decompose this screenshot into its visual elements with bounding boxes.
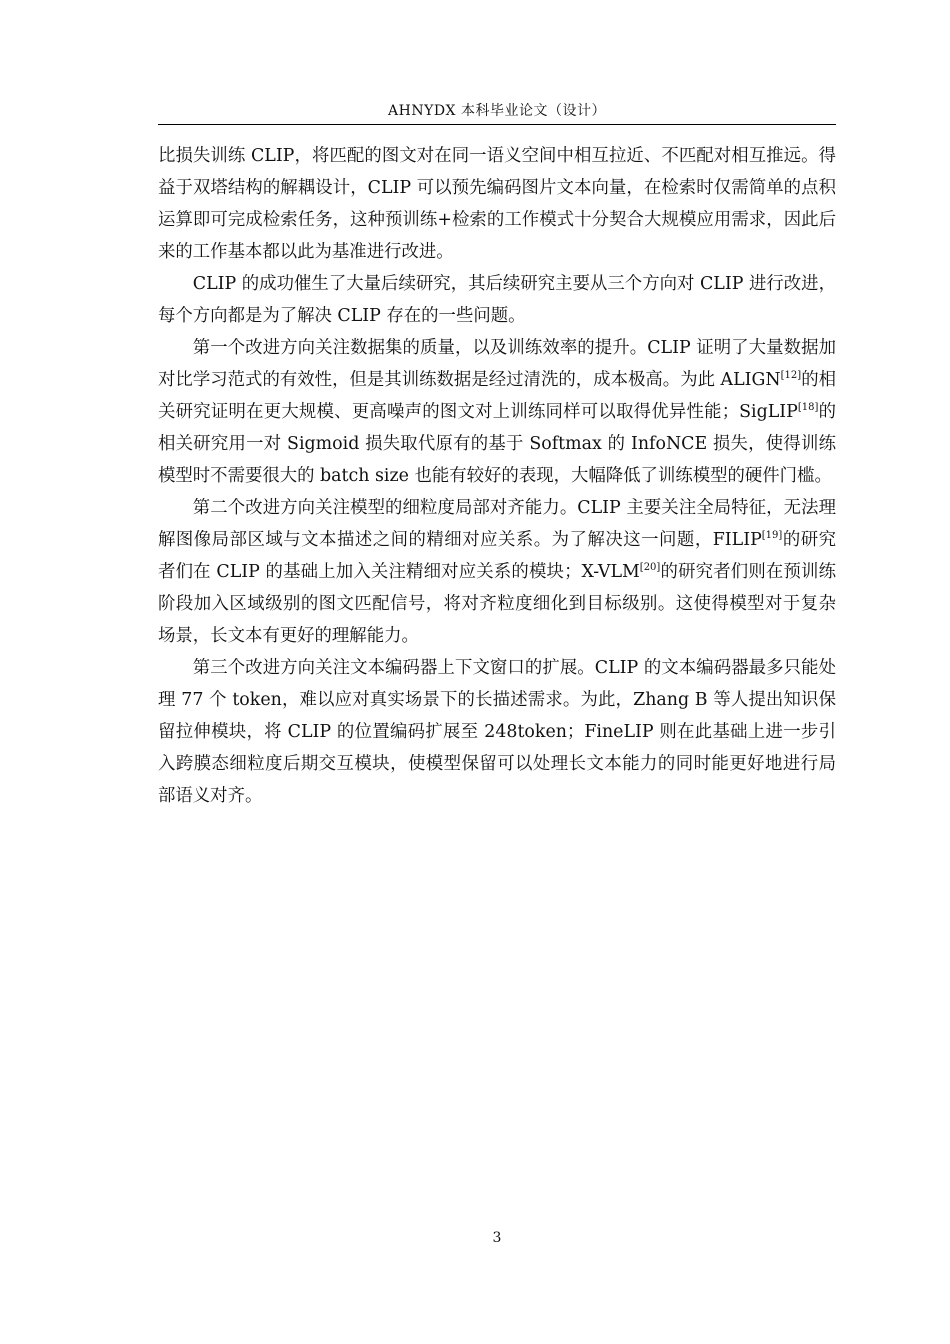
paragraph-direction-two xyxy=(158,492,836,652)
paragraph-direction-one xyxy=(158,332,836,492)
running-header: AHNYDX 本科毕业论文（设计） xyxy=(388,103,606,119)
paragraph-direction-three: 第三个改进方向关注文本编码器上下文窗口的扩展。CLIP 的文本编码器最多只能处理 77 个 token，难以应对真实场景下的长描述需求。为此，Zhang B 等人提出知识保留拉伸模块，将 CLIP 的位置编码扩展至 248token；FineLIP 则在此基础上进一步引入跨膜态细粒度后期交互模块，使模型保留可以处理长文本能力的同时能更好地进行局部语义对齐。 xyxy=(158,658,836,806)
paragraph-clip-follow-up: CLIP 的成功催生了大量后续研究，其后续研究主要从三个方向对 CLIP 进行改进，每个方向都是为了解决 CLIP 存在的一些问题。 xyxy=(158,274,836,326)
citation-ref: [12] xyxy=(780,370,802,382)
header-divider xyxy=(158,124,836,125)
paragraph-text: 的研究者们在 CLIP 的基础上加入关注精细对应关系的模块；X-VLM xyxy=(158,530,836,582)
paragraph-continuation: 比损失训练 CLIP，将匹配的图文对在同一语义空间中相互拉近、不匹配对相互推远。得益于双塔结构的解耦设计，CLIP 可以预先编码图片文本向量，在检索时仅需简单的点积运算即可完成检索任务，这种预训练+检索的工作模式十分契合大规模应用需求，因此后来的工作基本都以此为基准进行改进。 xyxy=(158,146,836,262)
page-number: 3 xyxy=(492,1230,502,1246)
citation-ref: [19] xyxy=(761,530,783,542)
citation-ref: [20] xyxy=(639,562,661,574)
paragraph-text: 的相关研究证明在更大规模、更高噪声的图文对上训练同样可以取得优异性能；SigLIP xyxy=(158,370,836,422)
citation-ref: [18] xyxy=(797,402,819,414)
paragraph-text: 第一个改进方向关注数据集的质量，以及训练效率的提升。CLIP 证明了大量数据加对比学习范式的有效性，但是其训练数据是经过清洗的，成本极高。为此 ALIGN xyxy=(158,338,836,390)
body-text xyxy=(158,140,836,812)
paragraph-text: 的相关研究用一对 Sigmoid 损失取代原有的基于 Softmax 的 InfoNCE 损失，使得训练模型时不需要很大的 batch size 也能有较好的表现，大幅降低了训练模型的硬件门槛。 xyxy=(158,402,836,486)
paragraph-text: 第二个改进方向关注模型的细粒度局部对齐能力。CLIP 主要关注全局特征，无法理解图像局部区域与文本描述之间的精细对应关系。为了解决这一问题，FILIP xyxy=(158,498,836,550)
paragraph-text: 的研究者们则在预训练阶段加入区域级别的图文匹配信号，将对齐粒度细化到目标级别。这使得模型对于复杂场景，长文本有更好的理解能力。 xyxy=(158,562,836,646)
